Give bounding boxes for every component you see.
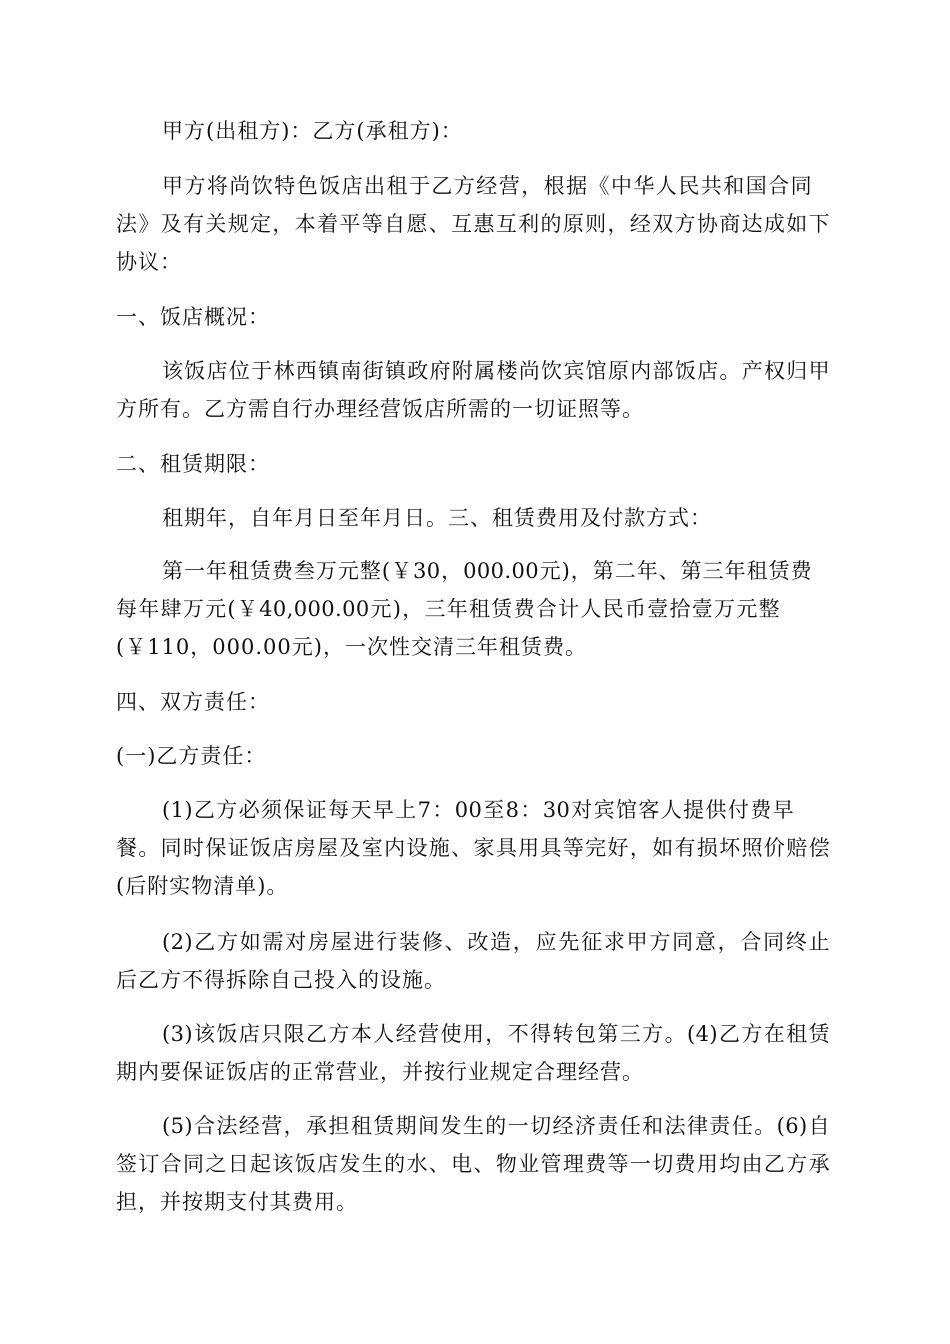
clause-3-4-line-2: 期内要保证饭店的正常营业，并按行业规定合理经营。 [116, 1060, 644, 1084]
subsection-1-heading: (一)乙方责任： [116, 744, 267, 768]
clause-3-4-line-1: (3)该饭店只限乙方本人经营使用，不得转包第三方。(4)乙方在租赁 [162, 1022, 830, 1046]
intro-paragraph-line-2: 法》及有关规定，本着平等自愿、互惠互利的原则，经双方协商达成如下 [116, 212, 830, 236]
section-1-paragraph-line-2: 方所有。乙方需自行办理经营饭店所需的一切证照等。 [116, 397, 644, 421]
section-3-paragraph-line-1: 第一年租赁费叁万元整(￥30，000.00元)，第二年、第三年租赁费 [162, 559, 812, 583]
section-1-heading: 一、饭店概况： [116, 305, 270, 329]
section-3-paragraph-line-3: (￥110，000.00元)，一次性交清三年租赁费。 [116, 635, 587, 659]
parties-line: 甲方(出租方)：乙方(承租方)： [162, 119, 463, 143]
section-2-paragraph: 租期年，自年月日至年月日。三、租赁费用及付款方式： [162, 506, 712, 530]
section-2-heading: 二、租赁期限： [116, 452, 270, 476]
section-3-paragraph-line-2: 每年肆万元(￥40,000.00元)，三年租赁费合计人民币壹拾壹万元整 [116, 597, 780, 621]
intro-paragraph-line-1: 甲方将尚饮特色饭店出租于乙方经营，根据《中华人民共和国合同 [162, 174, 812, 198]
clause-5-6-line-2: 签订合同之日起该饭店发生的水、电、物业管理费等一切费用均由乙方承 [116, 1152, 830, 1176]
clause-1-line-3: (后附实物清单)。 [116, 874, 289, 898]
clause-5-6-line-3: 担，并按期支付其费用。 [116, 1190, 358, 1214]
section-4-heading: 四、双方责任： [116, 690, 270, 714]
section-1-paragraph-line-1: 该饭店位于林西镇南街镇政府附属楼尚饮宾馆原内部饭店。产权归甲 [162, 359, 830, 383]
intro-paragraph-line-3: 协议： [116, 250, 182, 274]
clause-5-6-line-1: (5)合法经营，承担租赁期间发生的一切经济责任和法律责任。(6)自 [162, 1114, 830, 1138]
clause-1-line-1: (1)乙方必须保证每天早上7：00至8：30对宾馆客人提供付费早 [162, 798, 794, 822]
clause-2-line-1: (2)乙方如需对房屋进行装修、改造，应先征求甲方同意，合同终止 [162, 930, 830, 954]
clause-2-line-2: 后乙方不得拆除自己投入的设施。 [116, 968, 446, 992]
clause-1-line-2: 餐。同时保证饭店房屋及室内设施、家具用具等完好，如有损坏照价赔偿 [116, 836, 830, 860]
